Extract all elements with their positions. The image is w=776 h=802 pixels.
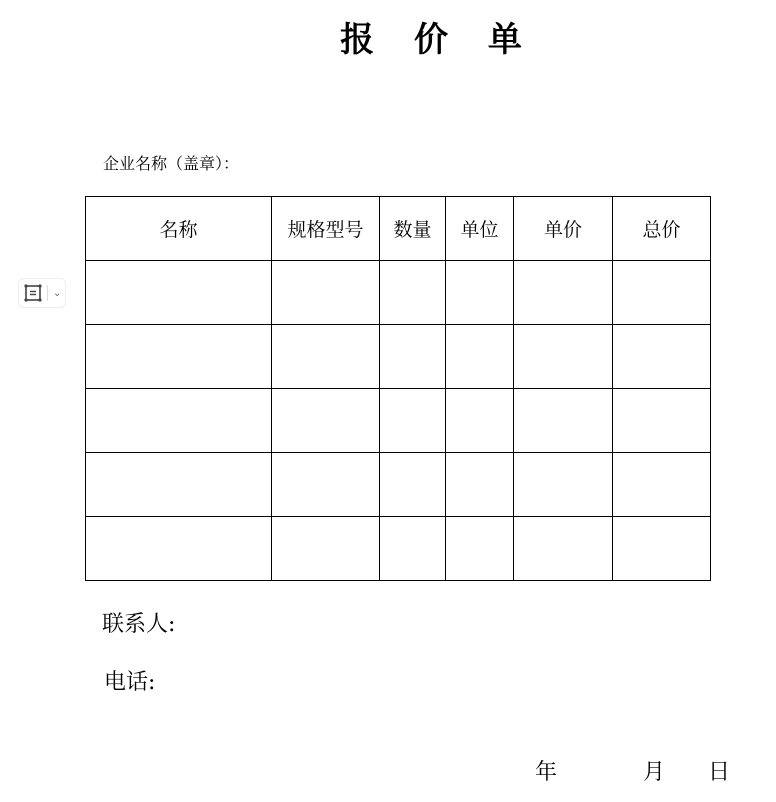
date-day: 日 — [708, 760, 731, 785]
table-cell[interactable] — [272, 517, 380, 581]
table-cell[interactable] — [613, 453, 711, 517]
table-cell[interactable] — [86, 517, 272, 581]
table-cell[interactable] — [272, 453, 380, 517]
header-total-price: 总价 — [613, 197, 711, 261]
table-cell[interactable] — [514, 325, 613, 389]
date-month: 月 — [643, 760, 666, 785]
header-name: 名称 — [86, 197, 272, 261]
table-cell[interactable] — [380, 517, 446, 581]
header-quantity: 数量 — [380, 197, 446, 261]
table-cell[interactable] — [86, 389, 272, 453]
table-cell[interactable] — [380, 325, 446, 389]
table-cell[interactable] — [272, 389, 380, 453]
header-unit-price: 单价 — [514, 197, 613, 261]
table-cell[interactable] — [613, 261, 711, 325]
table-row — [86, 517, 711, 581]
chevron-down-icon[interactable]: ⌄ — [53, 287, 62, 299]
phone-label: 电话: — [104, 670, 156, 695]
table-cell[interactable] — [86, 261, 272, 325]
table-cell[interactable] — [446, 517, 514, 581]
table-row — [86, 261, 711, 325]
title-char: 单 — [487, 20, 522, 60]
table-cell[interactable] — [613, 325, 711, 389]
date-year: 年 — [535, 760, 558, 785]
table-cell[interactable] — [446, 389, 514, 453]
title-char: 价 — [414, 20, 448, 60]
table-cell[interactable] — [613, 517, 711, 581]
date-line — [535, 755, 730, 786]
handle-divider — [47, 285, 48, 301]
table-cell[interactable] — [514, 517, 613, 581]
header-spec: 规格型号 — [272, 197, 380, 261]
table-cell[interactable] — [86, 325, 272, 389]
header-unit: 单位 — [446, 197, 514, 261]
table-cell[interactable] — [514, 453, 613, 517]
table-row — [86, 325, 711, 389]
table-cell[interactable] — [380, 261, 446, 325]
table-cell[interactable] — [446, 325, 514, 389]
document-title — [0, 12, 776, 61]
table-cell[interactable] — [446, 453, 514, 517]
table-cell[interactable] — [86, 453, 272, 517]
table-cell[interactable] — [380, 389, 446, 453]
table-header-row — [86, 197, 711, 261]
table-block-handle[interactable] — [18, 278, 66, 308]
table-cell[interactable] — [613, 389, 711, 453]
table-cell[interactable] — [272, 261, 380, 325]
company-name-label: 企业名称（盖章）： — [103, 154, 240, 173]
contact-person-label: 联系人: — [102, 612, 176, 637]
title-char: 报 — [340, 20, 375, 60]
table-cell[interactable] — [514, 389, 613, 453]
quotation-table — [85, 196, 711, 581]
table-row — [86, 389, 711, 453]
table-cell[interactable] — [272, 325, 380, 389]
table-cell[interactable] — [380, 453, 446, 517]
table-cell[interactable] — [446, 261, 514, 325]
table-row — [86, 453, 711, 517]
table-block-icon — [24, 284, 42, 302]
table-cell[interactable] — [514, 261, 613, 325]
